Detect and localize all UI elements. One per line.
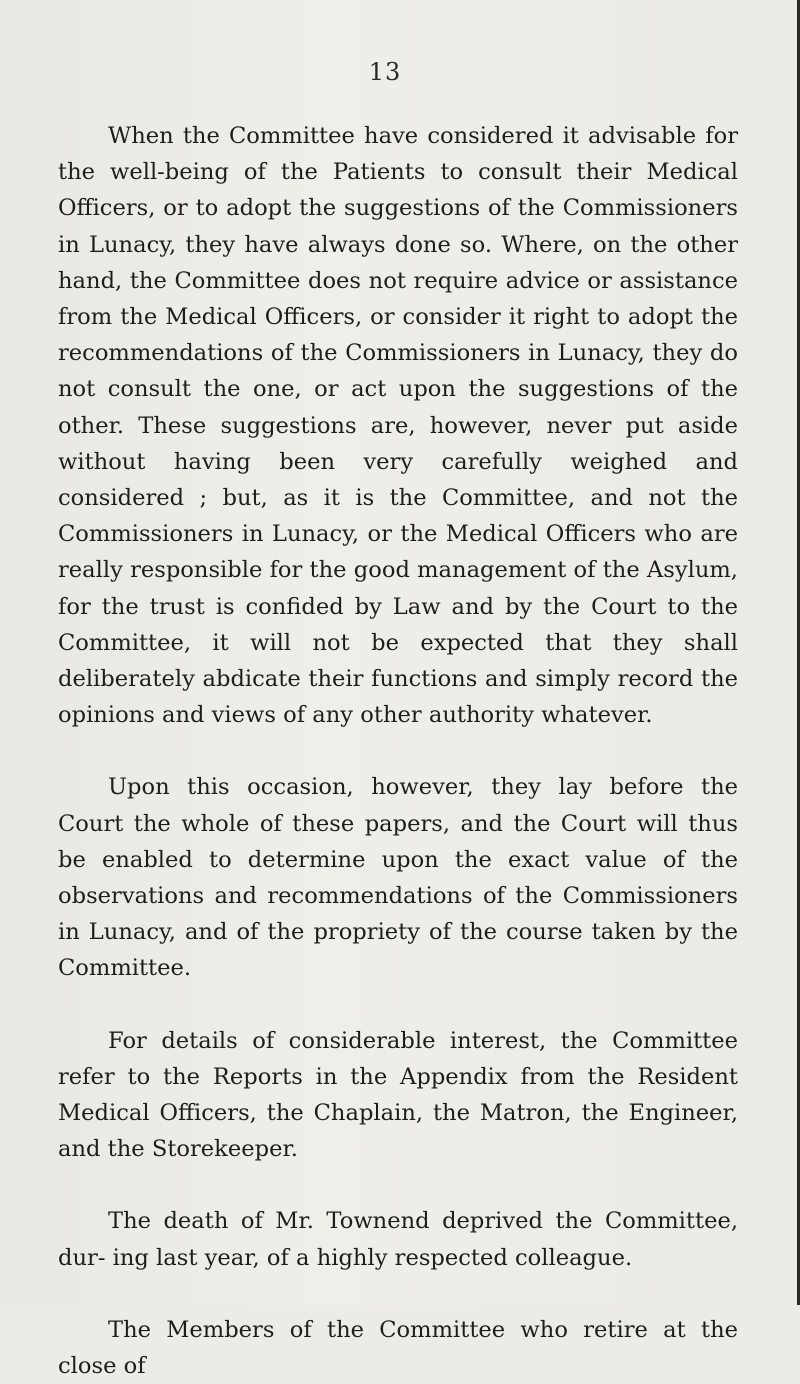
paragraph-5: The Members of the Committee who retire at the close of bbox=[58, 1316, 738, 1380]
paragraph-2: Upon this occasion, however, they lay before the Court the whole of these papers, and the Court will thus be enabled to determine upon the exact value of the observations and recommendations of the Commissioners in Lunacy, and of the propriety of the course taken by the Committee. bbox=[58, 774, 738, 982]
page-number: 13 bbox=[368, 58, 402, 86]
paragraph-3: For details of considerable interest, the Committee refer to the Reports in the Appendix from the Resident Medical Officers, the Chaplain, the Matron, the Engineer, and the Storekeeper. bbox=[58, 1027, 738, 1163]
paragraph-4: The death of Mr. Townend deprived the Committee, dur- ing last year, of a highly respected colleague. bbox=[58, 1208, 738, 1271]
body-text bbox=[58, 118, 738, 1384]
paragraph-1: When the Committee have considered it advisable for the well-being of the Patients to consult their Medical Officers, or to adopt the suggestions of the Commissioners in Lunacy, they have always done so. Where, on the other hand, the Committee does not require advice or assistance from the Medical Officers, or consider it right to adopt the recommendations of the Commissioners in Lunacy, they do not consult the one, or act upon the suggestions of the other. These suggestions are, however, never put aside without having been very carefully weighed and considered ; but, as it is the Committee, and not the Commissioners in Lunacy, or the Medical Officers who are really responsible for the good management of the Asylum, for the trust is confided by Law and by the Court to the Committee, it will not be expected that they shall deliberately abdicate their functions and simply record the opinions and views of any other authority whatever. bbox=[58, 123, 738, 729]
